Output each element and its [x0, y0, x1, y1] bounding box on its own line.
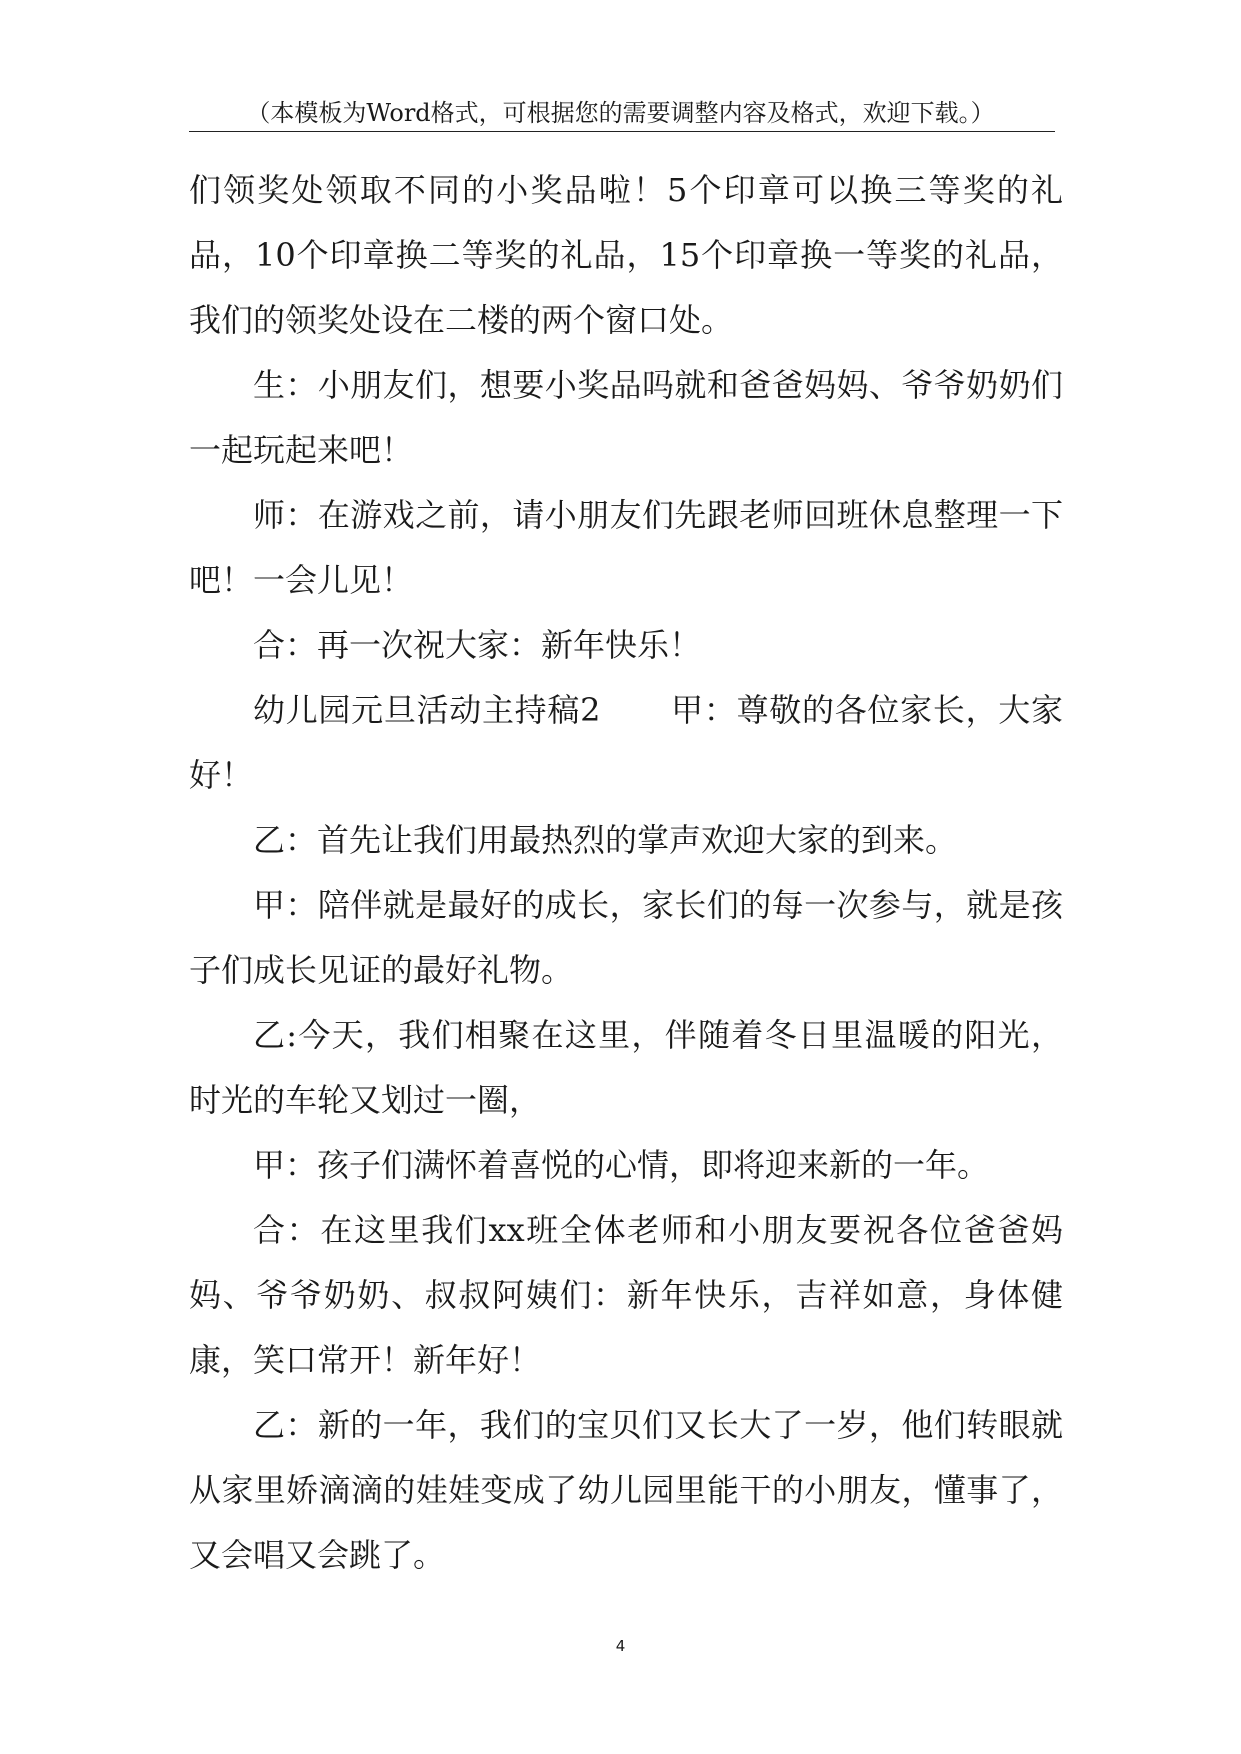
section-title: 幼儿园元旦活动主持稿2: [253, 691, 601, 729]
paragraph-6: 乙：首先让我们用最热烈的掌声欢迎大家的到来。: [253, 821, 958, 859]
paragraph-4: 合：再一次祝大家：新年快乐！: [253, 626, 702, 664]
header-divider: [189, 131, 1055, 132]
paragraph-7: 甲：陪伴就是最好的成长，家长们的每一次参与，就是孩子们成长见证的最好礼物。: [189, 886, 1063, 989]
paragraph-10: 合：在这里我们xx班全体老师和小朋友要祝各位爸爸妈妈、爷爷奶奶、叔叔阿姨们：新年快乐，吉祥如意，身体健康，笑口常开！新年好！: [189, 1211, 1063, 1379]
document-body: [189, 158, 1063, 1588]
paragraph-3: 师：在游戏之前，请小朋友们先跟老师回班休息整理一下吧！一会儿见！: [189, 496, 1063, 599]
paragraph-8: 乙:今天，我们相聚在这里，伴随着冬日里温暖的阳光，时光的车轮又划过一圈，: [189, 1016, 1063, 1119]
paragraph-11: 乙：新的一年，我们的宝贝们又长大了一岁，他们转眼就从家里娇滴滴的娃娃变成了幼儿园里能干的小朋友，懂事了，又会唱又会跳了。: [189, 1406, 1063, 1574]
paragraph-1: 们领奖处领取不同的小奖品啦！5个印章可以换三等奖的礼品，10个印章换二等奖的礼品，15个印章换一等奖的礼品，我们的领奖处设在二楼的两个窗口处。: [189, 171, 1063, 339]
paragraph-2: 生：小朋友们，想要小奖品吗就和爸爸妈妈、爷爷奶奶们一起玩起来吧！: [189, 366, 1063, 469]
page-header-note: （本模板为Word格式，可根据您的需要调整内容及格式，欢迎下载。）: [246, 99, 995, 127]
paragraph-5: [189, 678, 1063, 808]
page-number: 4: [615, 1637, 626, 1655]
paragraph-9: 甲：孩子们满怀着喜悦的心情，即将迎来新的一年。: [253, 1146, 990, 1184]
paragraph-5-text: 甲：尊敬的各位家长，大家好！: [189, 691, 1063, 794]
